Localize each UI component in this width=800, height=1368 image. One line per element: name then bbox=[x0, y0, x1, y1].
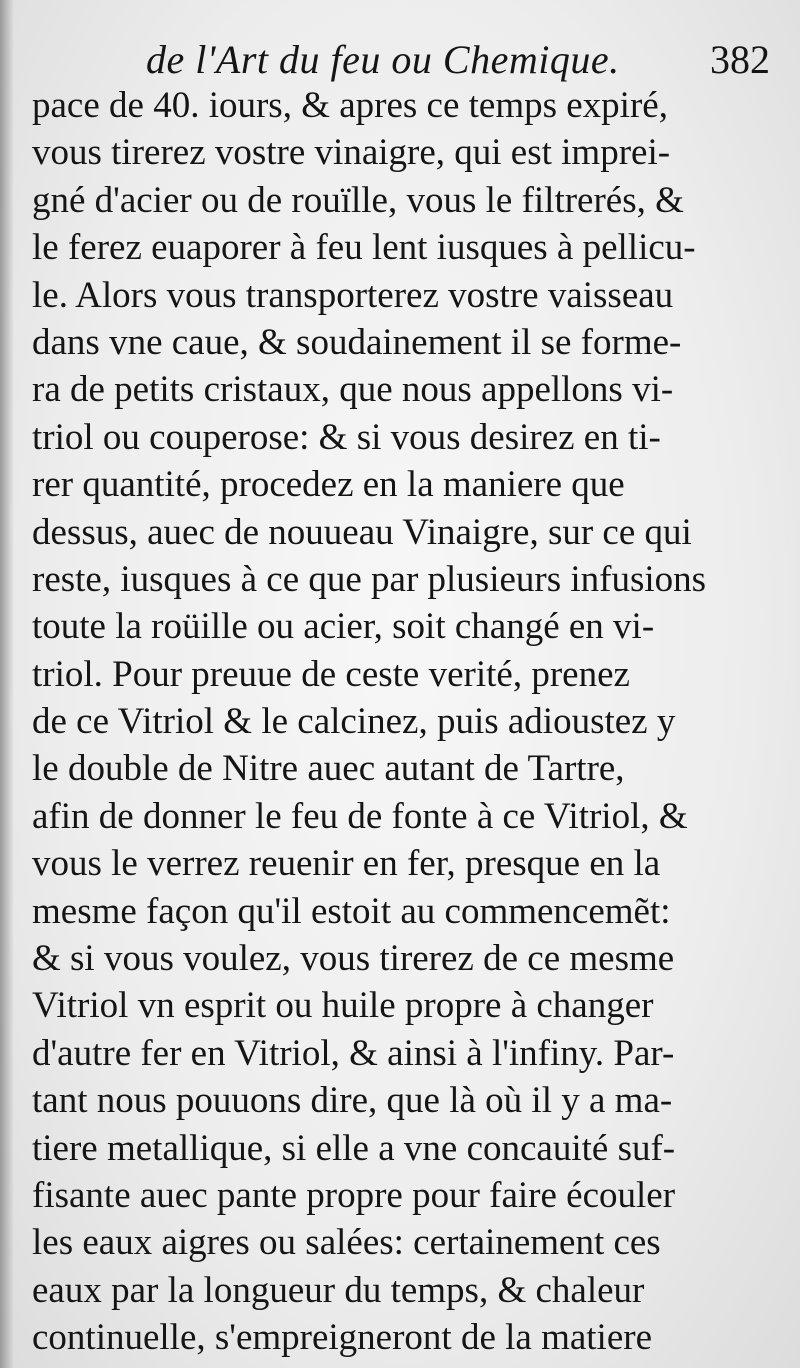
body-text bbox=[32, 82, 772, 1362]
text-line: reste, iusques à ce que par plusieurs infusions bbox=[32, 558, 707, 600]
text-line: rer quantité, procedez en la maniere que bbox=[32, 464, 625, 506]
text-line: vous tirerez vostre vinaigre, qui est imprei- bbox=[32, 132, 671, 174]
text-line: le ferez euaporer à feu lent iusques à pellicu- bbox=[32, 227, 696, 269]
text-line: d'autre fer en Vitriol, & ainsi à l'infiny. Par- bbox=[32, 1032, 675, 1074]
text-line: le. Alors vous transporterez vostre vaisseau bbox=[32, 274, 674, 316]
gutter-shadow bbox=[0, 0, 14, 1368]
text-line: le double de Nitre auec autant de Tartre, bbox=[32, 748, 625, 790]
text-line: eaux par la longueur du temps, & chaleur bbox=[32, 1269, 645, 1311]
text-line: afin de donner le feu de fonte à ce Vitriol, & bbox=[32, 795, 688, 837]
text-line: tant nous pouuons dire, que là où il y a ma- bbox=[32, 1080, 673, 1122]
text-line: mesme façon qu'il estoit au commencemẽt: bbox=[32, 890, 671, 932]
text-line: pace de 40. iours, & apres ce temps expiré, bbox=[32, 85, 668, 126]
text-line: tiere metallique, si elle a vne concauité suf- bbox=[32, 1127, 676, 1169]
text-line: triol. Pour preuue de ceste verité, prenez bbox=[32, 653, 630, 695]
text-line: triol ou couperose: & si vous desirez en ti- bbox=[32, 416, 661, 458]
text-line: Vitriol vn esprit ou huile propre à changer bbox=[32, 985, 654, 1027]
text-line: toute la roüille ou acier, soit changé en vi- bbox=[32, 606, 655, 648]
running-title: de l'Art du feu ou Chemique. bbox=[146, 37, 620, 82]
text-line: fisante auec pante propre pour faire écouler bbox=[32, 1174, 676, 1216]
text-line: dans vne caue, & soudainement il se forme- bbox=[32, 321, 682, 363]
text-line: gné d'acier ou de rouïlle, vous le filtrerés, & bbox=[32, 179, 684, 221]
text-line: ra de petits cristaux, que nous appellons vi- bbox=[32, 369, 674, 411]
page-number: 382 bbox=[710, 37, 770, 82]
text-line: les eaux aigres ou salées: certainement ces bbox=[32, 1222, 661, 1264]
text-line: vous le verrez reuenir en fer, presque en la bbox=[32, 843, 661, 885]
text-line: de ce Vitriol & le calcinez, puis adioustez y bbox=[32, 701, 676, 743]
text-line: & si vous voulez, vous tirerez de ce mesme bbox=[32, 938, 675, 980]
running-head bbox=[140, 22, 770, 82]
text-line: continuelle, s'empreigneront de la matiere bbox=[32, 1317, 653, 1359]
text-line: dessus, auec de nouueau Vinaigre, sur ce qui bbox=[32, 511, 692, 553]
